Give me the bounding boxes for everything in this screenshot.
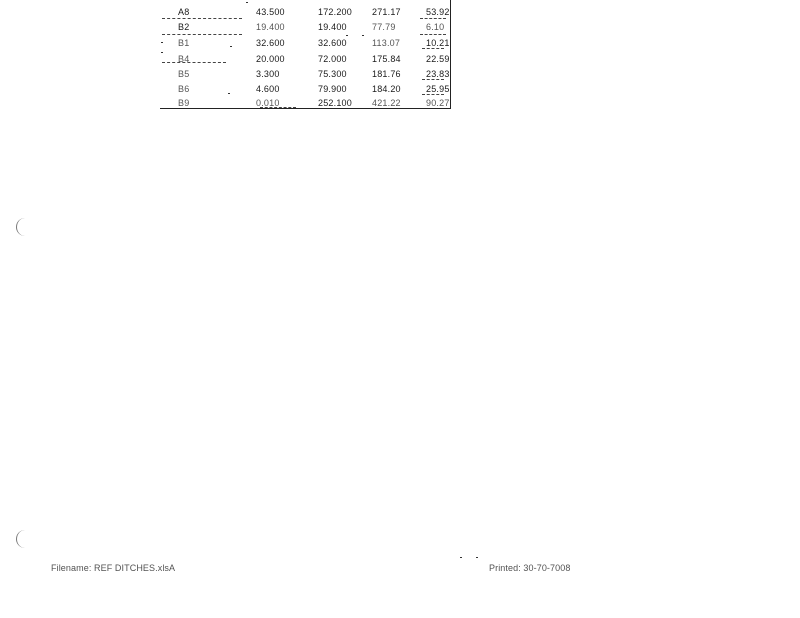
- cell-col1: 32.600: [256, 38, 285, 48]
- scan-speck: [476, 557, 478, 558]
- footer-filename: Filename: REF DITCHES.xlsA: [51, 563, 176, 573]
- cell-col3: 271.17: [372, 7, 401, 17]
- scan-dash-line: [162, 62, 226, 63]
- cell-col2: 75.300: [318, 69, 347, 79]
- scan-speck: [346, 35, 348, 36]
- cell-col4: 90.27: [426, 98, 450, 108]
- cell-col2: 19.400: [318, 22, 347, 32]
- scan-speck: [246, 2, 248, 3]
- scan-speck: [362, 35, 364, 36]
- row-id: B6: [178, 84, 190, 94]
- cell-col1: 43.500: [256, 7, 285, 17]
- cell-col1: 20.000: [256, 54, 285, 64]
- cell-col3: 181.76: [372, 69, 401, 79]
- cell-col4: 6.10: [426, 22, 445, 32]
- cell-col1: 19.400: [256, 22, 285, 32]
- footer-printed-date: Printed: 30-70-7008: [489, 563, 571, 573]
- scan-speck: [161, 42, 163, 43]
- cell-col4: 22.59: [426, 54, 450, 64]
- row-id: B5: [178, 69, 190, 79]
- scan-dash-line: [162, 18, 242, 19]
- table-row: [160, 51, 450, 67]
- punch-hole-mark-top: [16, 218, 27, 236]
- cell-col1: 3.300: [256, 69, 280, 79]
- cell-col2: 252.100: [318, 98, 352, 108]
- scan-dash-line: [422, 48, 444, 49]
- row-id: B1: [178, 38, 190, 48]
- scan-speck: [230, 46, 232, 47]
- cell-col1: 4.600: [256, 84, 280, 94]
- scan-dash-line: [422, 79, 444, 80]
- data-table-fragment: [160, 0, 451, 109]
- scan-dash-line: [162, 34, 242, 35]
- scan-speck: [460, 557, 462, 558]
- table-row: [160, 35, 450, 51]
- cell-col1: 0.010: [256, 98, 280, 108]
- cell-col3: 184.20: [372, 84, 401, 94]
- table-row: [160, 66, 450, 82]
- cell-col2: 79.900: [318, 84, 347, 94]
- cell-col3: 421.22: [372, 98, 401, 108]
- table-row: [160, 19, 450, 35]
- scan-speck: [161, 52, 163, 53]
- scan-speck: [228, 93, 230, 94]
- cell-col4: 25.95: [426, 84, 450, 94]
- cell-col2: 172.200: [318, 7, 352, 17]
- cell-col4: 53.92: [426, 7, 450, 17]
- row-id: A8: [178, 7, 190, 17]
- row-id: B4: [178, 54, 190, 64]
- punch-hole-mark-bottom: [16, 530, 27, 548]
- cell-col3: 113.07: [372, 38, 401, 48]
- cell-col3: 175.84: [372, 54, 401, 64]
- cell-col2: 32.600: [318, 38, 347, 48]
- cell-col4: 23.83: [426, 69, 450, 79]
- scan-dash-line: [422, 94, 444, 95]
- cell-col2: 72.000: [318, 54, 347, 64]
- row-id: B2: [178, 22, 190, 32]
- scan-dash-line: [420, 18, 446, 19]
- row-id: B9: [178, 98, 190, 108]
- scan-dash-line: [420, 34, 446, 35]
- scan-dash-line: [260, 107, 296, 108]
- table-row: [160, 95, 450, 111]
- cell-col3: 77.79: [372, 22, 396, 32]
- cell-col4: 10.21: [426, 38, 450, 48]
